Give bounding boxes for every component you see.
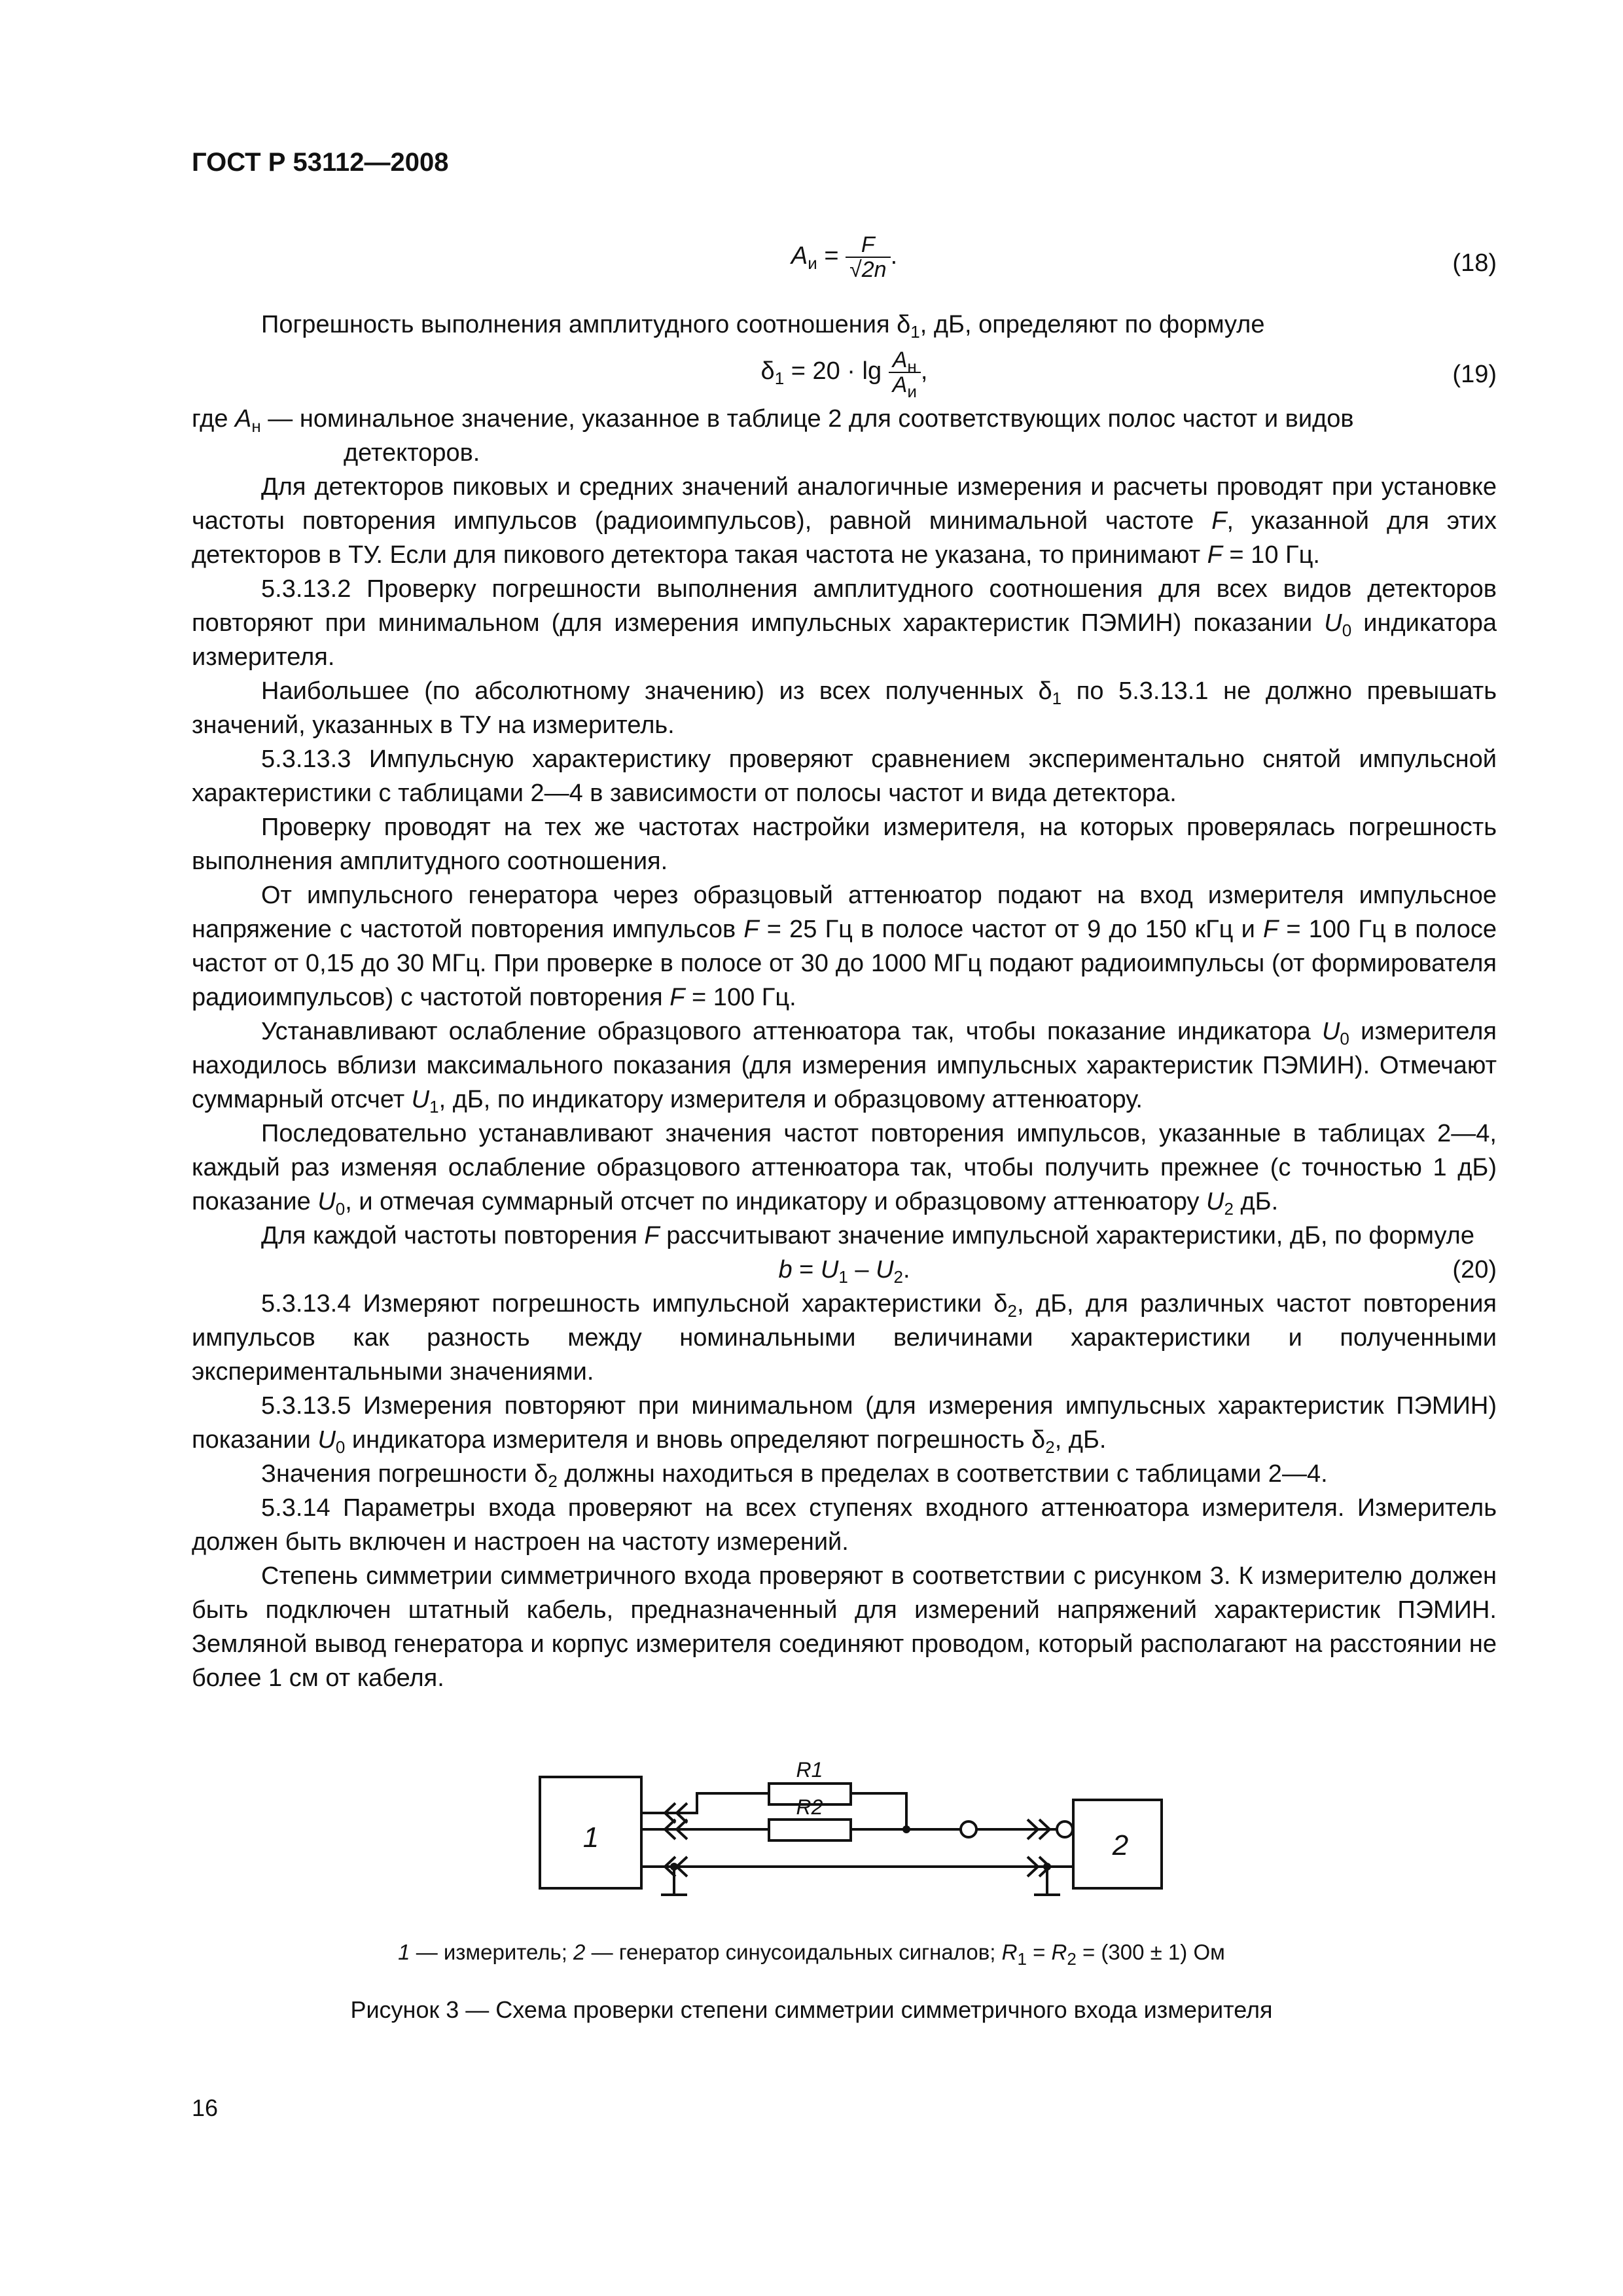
terminal-left — [961, 1821, 976, 1837]
paragraph: Степень симметрии симметричного входа проверяют в соответствии с рисунком 3. К измерителю должен быть подключен штатный кабель, предназначенный для измерений напряжений характеристик ПЭМИН. Земляной вывод генератора и корпус измерителя соединяют проводом, который располагают на расстоянии не более 1 см от кабеля. — [192, 1562, 1497, 1692]
paragraph: 5.3.13.3 Импульсную характеристику проверяют сравнением экспериментально снятой импульсной характеристики с таблицами 2—4 в зависимости от полосы частот и вида детектора. — [192, 745, 1497, 807]
document-header: ГОСТ Р 53112—2008 — [192, 148, 449, 177]
paragraph: 5.3.14 Параметры входа проверяют на всех ступенях входного аттенюатора измерителя. Измеритель должен быть включен и настроен на частоту измерений. — [192, 1494, 1497, 1556]
paragraph: Значения погрешности $\delta_2$ должны находиться в пределах в соответствии с таблицами 2—4. — [261, 1460, 1328, 1491]
box2-label: 2 — [1112, 1829, 1129, 1861]
figure-legend: 1 — измеритель; 2 — генератор синусоидальных сигналов; $R_1 = R_2 = (300 \pm 1)$ Ом — [398, 1940, 1225, 1969]
terminal-right — [1057, 1821, 1073, 1837]
paragraph: Устанавливают ослабление образцового аттенюатора так, чтобы показание индикатора $U_0$ измерителя находилось вблизи максимального показания (для измерения импульсных характеристик ПЭМИН). Отмечают суммарный отсчет $U_1$, дБ, по индикатору измерителя и образцовому аттенюатору. — [192, 1018, 1497, 1117]
junction-dot — [902, 1825, 910, 1833]
resistor-r2 — [769, 1820, 851, 1840]
paragraph: 5.3.13.4 Измеряют погрешность импульсной характеристики $\delta_2$, дБ, для различных частот повторения импульсов как разность между номинальными величинами характеристики и полученными экспериментальными значениями. — [192, 1290, 1497, 1386]
formula-20: $b = U_1 - U_2$. (20) — [192, 1253, 1497, 1287]
paragraph: Последовательно устанавливают значения частот повторения импульсов, указанные в таблицах 2—4, каждый раз изменяя ослабление образцового аттенюатора так, чтобы получить прежнее (с точностью 1 дБ) показание $U_0$, и отмечая суммарный отсчет по индикатору и образцовому аттенюатору $U_2$ дБ. — [192, 1120, 1497, 1219]
box1-label: 1 — [582, 1821, 599, 1854]
paragraph: 5.3.13.5 Измерения повторяют при минимальном (для измерения импульсных характеристик ПЭМИН) показании $U_0$ индикатора измерителя и вновь определяют погрешность $\delta_2$, дБ. — [192, 1392, 1497, 1457]
formula-18: $A_и$ = $\frac{F}{√2n}$ . (18) — [791, 232, 1497, 282]
formula-19: $\delta_1 = 20 \cdot \lg$ $\frac{A_н}{A_и}$ , (19) — [760, 348, 1497, 401]
junction-dot — [670, 1863, 678, 1871]
formula-19-number: (19) — [1452, 361, 1497, 388]
formula-20-number: (20) — [1452, 1256, 1497, 1283]
formula-18-number: (18) — [1452, 249, 1497, 277]
paragraph: 5.3.13.2 Проверку погрешности выполнения амплитудного соотношения для всех видов детекторов повторяют при минимальном (для измерения импульсных характеристик ПЭМИН) показании $U_0$ индикатора измерителя. — [192, 575, 1497, 671]
junction-dot — [1043, 1863, 1051, 1871]
paragraph: Для каждой частоты повторения F рассчитывают значение импульсной характеристики, дБ, по формуле — [261, 1222, 1474, 1249]
page-number: 16 — [192, 2094, 219, 2121]
paragraph: От импульсного генератора через образцовый аттенюатор подают на вход измерителя импульсное напряжение с частотой повторения импульсов F = 25 Гц в полосе частот от 9 до 150 кГц и F = 100 Гц в полосе частот от 0,15 до 30 МГц. При проверке в полосе от 30 до 1000 МГц подают радиоимпульсы (от формирователя радиоимпульсов) с частотой повторения F = 100 Гц. — [192, 882, 1497, 1011]
paragraph: Для детекторов пиковых и средних значений аналогичные измерения и расчеты проводят при установке частоты повторения импульсов (радиоимпульсов), равной минимальной частоте F, указанной для этих детекторов в ТУ. Если для пикового детектора такая частота не указана, то принимают F = 10 Гц. — [192, 473, 1497, 569]
figure-caption: Рисунок 3 — Схема проверки степени симметрии симметричного входа измерителя — [350, 1996, 1273, 2023]
r1-label: R1 — [796, 1758, 823, 1782]
paragraph: Проверку проводят на тех же частотах настройки измерителя, на которых проверялась погрешность выполнения амплитудного соотношения. — [192, 814, 1497, 875]
r2-label: R2 — [796, 1795, 823, 1819]
paragraph: Погрешность выполнения амплитудного соотношения $\delta_1$, дБ, определяют по формуле — [261, 311, 1265, 342]
where-clause: где $A_н$ — номинальное значение, указанное в таблице 2 для соответствующих полос частот и видов детекторов. — [192, 405, 1354, 467]
figure-3-circuit-diagram — [524, 1728, 1178, 1931]
body-text — [192, 308, 1497, 1695]
paragraph: Наибольшее (по абсолютному значению) из всех полученных $\delta_1$ по 5.3.13.1 не должно превышать значений, указанных в ТУ на измеритель. — [192, 677, 1497, 739]
